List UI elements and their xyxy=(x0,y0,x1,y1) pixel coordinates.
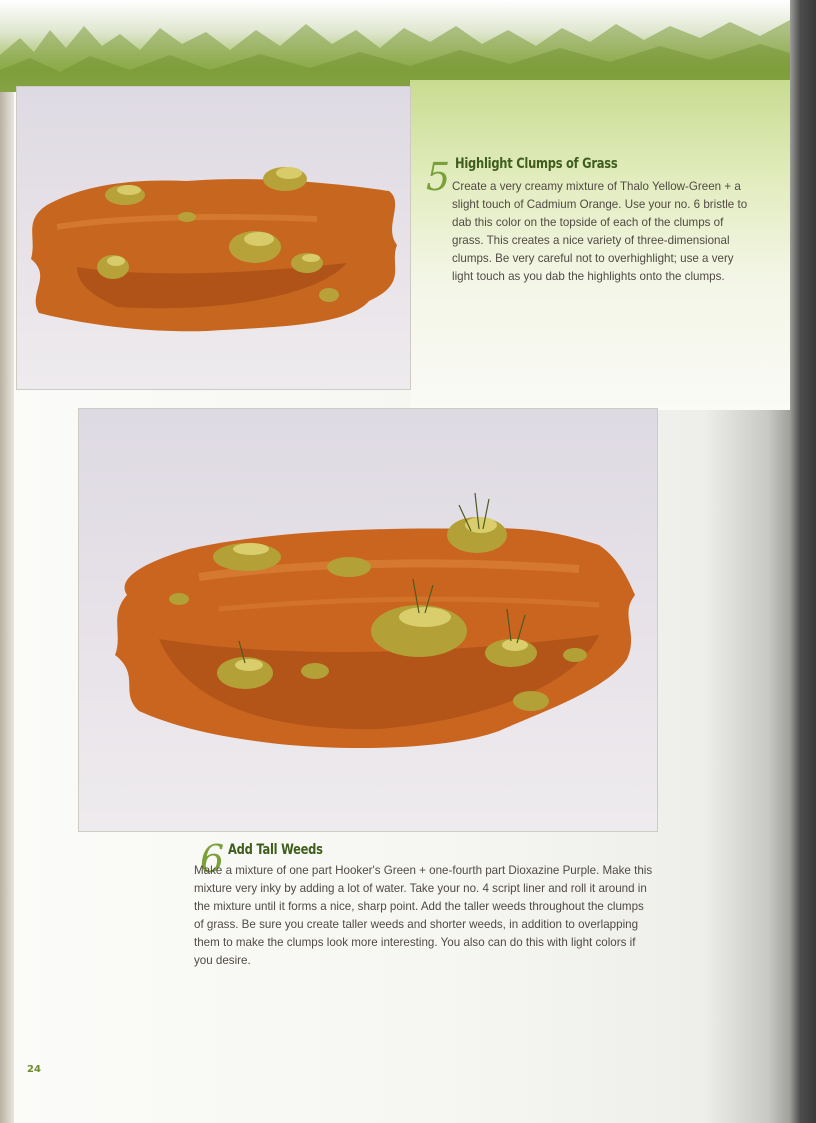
step-6-title: Add Tall Weeds xyxy=(228,842,323,858)
page-spine xyxy=(0,0,14,1123)
book-edge xyxy=(790,0,816,1123)
page-number: 24 xyxy=(27,1064,41,1075)
step-5-painting-image xyxy=(16,86,411,390)
step-6-number: 6 xyxy=(200,837,225,881)
decorative-top-band xyxy=(0,0,800,92)
step-5-title: Highlight Clumps of Grass xyxy=(455,156,618,172)
step-5-number: 5 xyxy=(426,155,451,199)
step-5-body: Create a very creamy mixture of Thalo Yellow-Green + a slight touch of Cadmium Orange. Use your no. 6 bristle to dab this color on the topside of each of the clumps of grass. This creates a nice variety of three-dimensional clumps. Be very careful not to overhighlight; use a very light touch as you dab the highlights onto the clumps. xyxy=(452,180,748,283)
step-6-body: Make a mixture of one part Hooker's Green + one-fourth part Dioxazine Purple. Make this mixture very inky by adding a lot of water. Take your no. 4 script liner and roll it around in the mixture until it forms a nice, sharp point. Add the taller weeds throughout the clumps of grass. Be sure you create taller weeds and shorter weeds, in addition to overlapping them to make the clumps look more interesting. You also can do this with light colors if you desire. xyxy=(194,864,653,967)
step-6-painting-image xyxy=(78,408,658,832)
